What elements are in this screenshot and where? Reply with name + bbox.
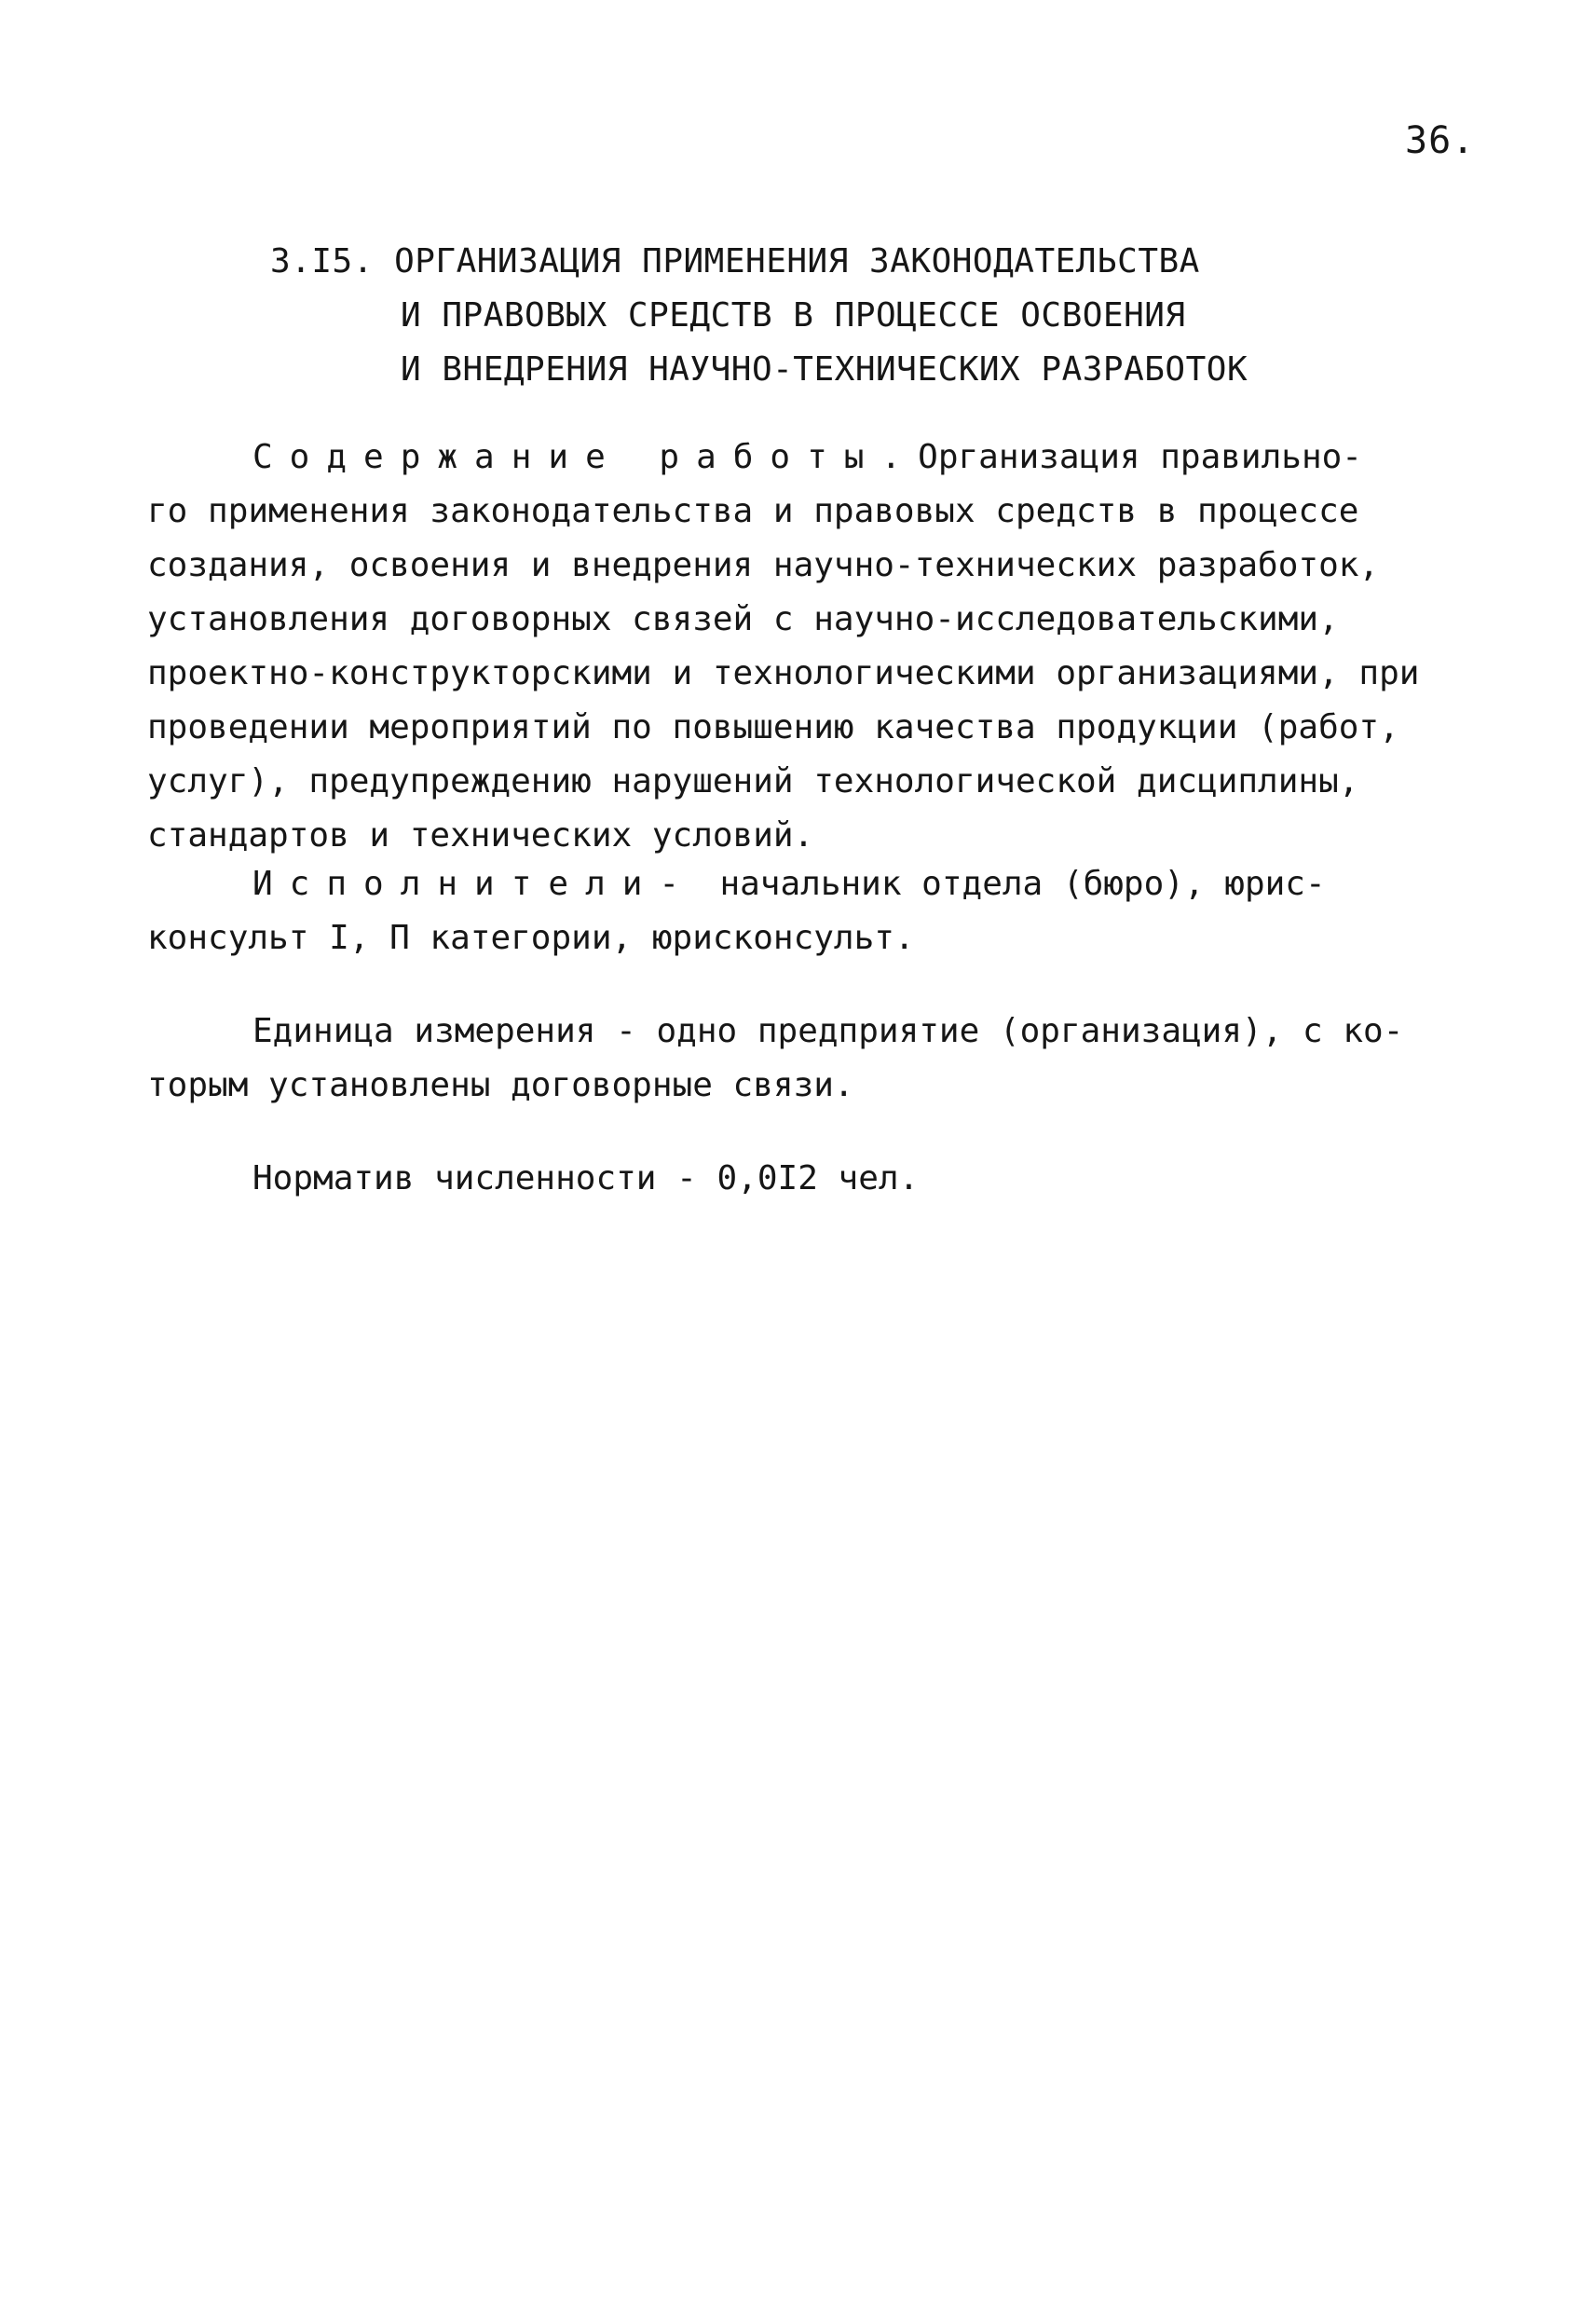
executors-lead: Исполнители bbox=[252, 865, 660, 903]
title-text-1: ОРГАНИЗАЦИЯ ПРИМЕНЕНИЯ ЗАКОНОДАТЕЛЬСТВА bbox=[394, 242, 1200, 280]
content-line: проектно-конструкторскими и технологическими организациями, при bbox=[147, 654, 1420, 692]
content-paragraph bbox=[147, 431, 1489, 863]
norm-paragraph bbox=[147, 1152, 1489, 1206]
content-lead: Содержание работы. bbox=[252, 438, 919, 476]
executors-first-rest: - начальник отдела (бюро), юрис- bbox=[659, 865, 1326, 903]
executors-paragraph bbox=[147, 857, 1489, 965]
unit-first-line: Единица измерения - одно предприятие (организация), с ко- bbox=[252, 1012, 1404, 1050]
page-number: 36. bbox=[1405, 119, 1476, 162]
content-line: го применения законодательства и правовых средств в процессе bbox=[147, 492, 1359, 530]
content-line: установления договорных связей с научно-исследовательскими, bbox=[147, 600, 1339, 638]
title-line-2: И ПРАВОВЫХ СРЕДСТВ В ПРОЦЕССЕ ОСВОЕНИЯ bbox=[401, 296, 1186, 335]
section-number: 3.I5. bbox=[270, 242, 374, 280]
content-line: создания, освоения и внедрения научно-технических разработок, bbox=[147, 546, 1380, 584]
content-first-line bbox=[147, 431, 1489, 485]
executors-line: консульт I, П категории, юрисконсульт. bbox=[147, 919, 915, 957]
title-line-1 bbox=[270, 235, 1351, 289]
content-line: проведении мероприятий по повышению качества продукции (работ, bbox=[147, 708, 1399, 746]
unit-paragraph bbox=[147, 1005, 1489, 1113]
content-line: услуг), предупреждению нарушений технологической дисциплины, bbox=[147, 762, 1359, 800]
executors-first-line bbox=[147, 857, 1489, 911]
content-line: стандартов и технических условий. bbox=[147, 816, 814, 855]
title-line-3: И ВНЕДРЕНИЯ НАУЧНО-ТЕХНИЧЕСКИХ РАЗРАБОТОК bbox=[401, 350, 1248, 389]
section-title bbox=[270, 235, 1351, 397]
unit-line: торым установлены договорные связи. bbox=[147, 1066, 854, 1104]
norm-line: Норматив численности - 0,0I2 чел. bbox=[252, 1159, 920, 1197]
content-first-rest: Организация правильно- bbox=[918, 438, 1362, 476]
